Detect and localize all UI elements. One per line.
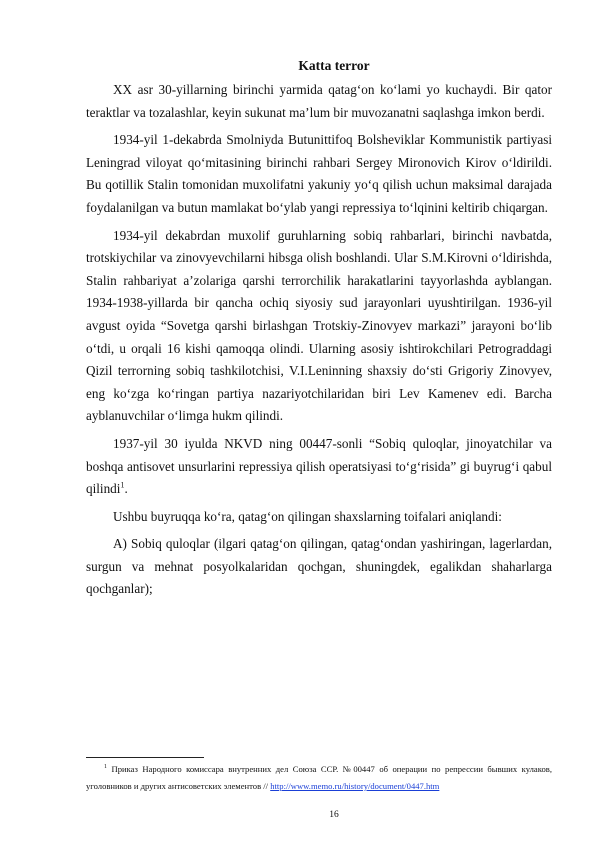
footnote-reference[interactable]: 1 — [120, 480, 125, 490]
footnote-link[interactable]: http://www.memo.ru/history/document/0447.htm — [270, 780, 440, 791]
footnote-text: Приказ Народного комиссара внутренних дел Союза ССР. №00447 об операции по репрессии бывших кулаков, уголовников и других антисоветских элементов // — [86, 764, 552, 791]
body-text — [86, 79, 552, 601]
paragraph-3: 1934-yil dekabrdan muxolif guruhlarning sobiq rahbarlari, birinchi navbatda, trotskiychilar va zinovyevchilarni hibsga olish boshlandi. Ular S.M.Kirovni o‘ldirishda, Stalin rahbariyat a’zolariga qarshi terrorchilik harakatlarini tayyorlashda ayblangan. 1934-1938-yillarda bir qancha ochiq siyosiy sud jarayonlari uyushtirilgan. 1936-yil avgust oyida “Sovetga qarshi birlashgan Trotskiy-Zinovyev markazi” jarayoni bo‘lib o‘tdi, u orqali 16 kishi qamoqqa olindi. Ularning asosiy ishtirokchilari Petrograddagi Qizil terrorning sobiq tashkilotchisi, V.I.Leninning shaxsiy do‘sti Grigoriy Zinovyev, eng ko‘zga ko‘ringan partiya nazariyotchilaridan biri Lev Kamenev edi. Barcha ayblanuvchilar o‘limga hukm qilindi. — [86, 227, 552, 424]
page-number: 16 — [329, 810, 339, 820]
paragraph-4: 1937-yil 30 iyulda NKVD ning 00447-sonli “Sobiq quloqlar, jinoyatchilar va boshqa antisovet unsurlarini repressiya qilish operatsiyasi to‘g‘risida” gi buyrug‘i qabul qilindi$^1$. — [86, 435, 552, 497]
paragraph-5: Ushbu buyruqqa ko‘ra, qatag‘on qilingan shaxslarning toifalari aniqlandi: — [113, 508, 502, 524]
footnote-divider — [86, 757, 204, 758]
page-title: Katta terror — [298, 58, 370, 73]
paragraph-1: XX asr 30-yillarning birinchi yarmida qatag‘on ko‘lami yo kuchaydi. Bir qator teraktlar va tozalashlar, keyin sukunat ma’lum bir muvozanatni saqlashga imkon berdi. — [86, 82, 552, 120]
paragraph-4-text: 1937-yil 30 iyulda NKVD ning 00447-sonli “Sobiq quloqlar, jinoyatchilar va boshqa antisovet unsurlarini repressiya qilish operatsiyasi to‘g‘risida” gi buyrug‘i qabul qilindi — [86, 435, 552, 497]
paragraph-2: 1934-yil 1-dekabrda Smolniyda Butunittifoq Bolsheviklar Kommunistik partiyasi Leningrad viloyat qo‘mitasining birinchi rahbari Sergey Mironovich Kirov o‘ldirildi. Bu qotillik Stalin tomonidan muxolifatni yakuniy yo‘q qilish uchun maksimal darajada foydalanilgan va butun mamlakat bo‘ylab yangi repressiya to‘lqinini keltirib chiqargan. — [86, 132, 552, 215]
footnote-marker: 1 — [104, 764, 107, 771]
paragraph-6: A) Sobiq quloqlar (ilgari qatag‘on qilingan, qatag‘ondan yashiringan, lagerlardan, surgun va mehnat posyolkalaridan qochgan, shuningdek, egalikdan shaharlarga qochganlar); — [86, 536, 552, 597]
footnote — [86, 761, 552, 794]
